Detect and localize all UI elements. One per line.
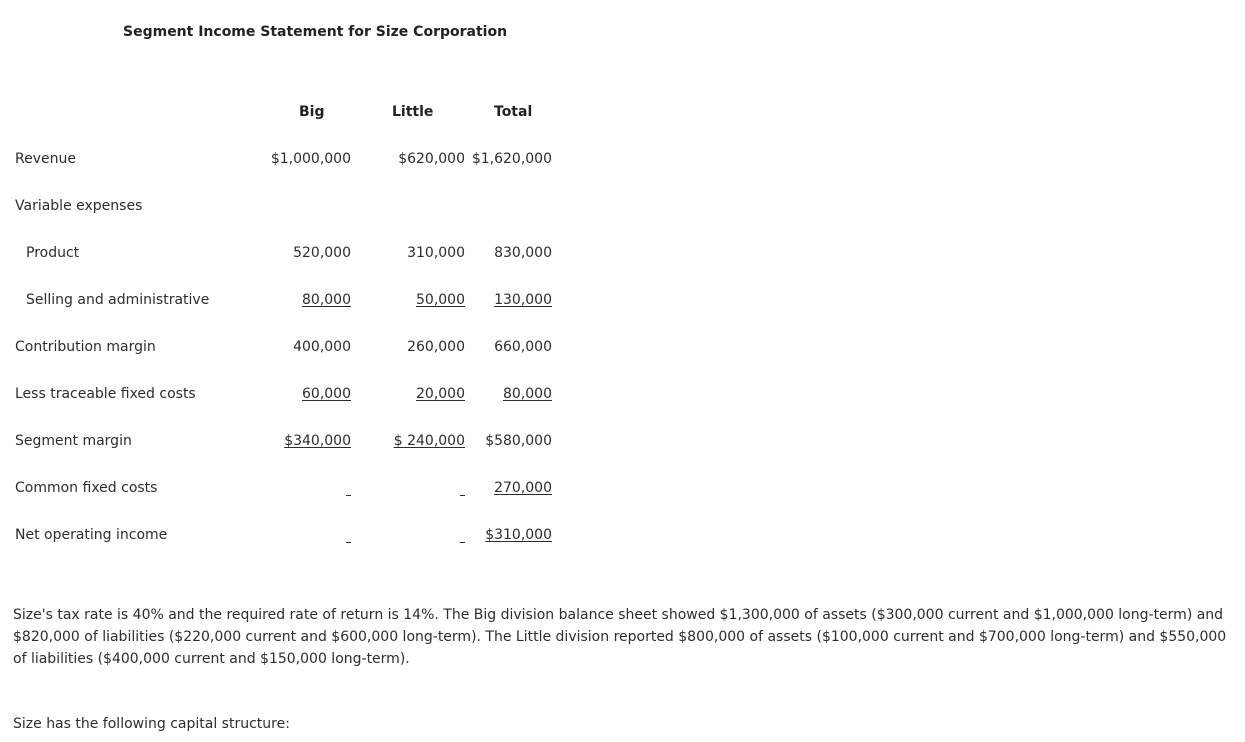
cell-big: 80,000 (302, 292, 351, 308)
row-label: Common fixed costs (15, 480, 158, 496)
row-contribution-margin (0, 339, 1245, 359)
cell-big: $340,000 (284, 433, 351, 449)
row-revenue (0, 151, 1245, 171)
cell-little-blank (460, 480, 465, 500)
cell-big: $1,000,000 (270, 151, 351, 167)
cell-total: 660,000 (494, 339, 552, 355)
cell-big: 520,000 (293, 245, 351, 261)
cell-total: $580,000 (485, 433, 552, 449)
statement-title: Segment Income Statement for Size Corporation (123, 24, 508, 40)
cell-little: 20,000 (416, 386, 465, 402)
cell-little-blank (460, 527, 465, 547)
row-label: Less traceable fixed costs (15, 386, 196, 402)
cell-total: $1,620,000 (471, 151, 552, 167)
capital-structure-intro: Size has the following capital structure: (13, 716, 290, 732)
row-net-operating-income (0, 527, 1245, 547)
cell-total: 80,000 (503, 386, 552, 402)
problem-paragraph: Size's tax rate is 40% and the required rate of return is 14%. The Big division balance sheet showed $1,300,000 of assets ($300,000 current and $1,000,000 long-term) and $820,000 of liabilities ($220,000 current and $600,000 long-term). The Little division reported $800,000 of assets ($100,000 current and $700,000 long-term) and $550,000 of liabilities ($400,000 current and $150,000 long-term). (13, 607, 1227, 667)
row-product (0, 245, 1245, 265)
row-traceable-fixed-costs (0, 386, 1245, 406)
row-label: Net operating income (15, 527, 168, 543)
cell-total: 270,000 (494, 480, 552, 496)
row-segment-margin (0, 433, 1245, 453)
cell-little: 310,000 (407, 245, 465, 261)
cell-big-blank (346, 527, 351, 547)
column-header-little: Little (392, 104, 434, 120)
cell-total: 830,000 (494, 245, 552, 261)
row-variable-expenses (0, 198, 1245, 218)
row-label: Product (26, 245, 80, 261)
row-common-fixed-costs (0, 480, 1245, 500)
cell-big: 60,000 (302, 386, 351, 402)
cell-little: 50,000 (416, 292, 465, 308)
row-label: Revenue (15, 151, 76, 167)
row-label: Variable expenses (15, 198, 143, 214)
cell-little: $620,000 (398, 151, 465, 167)
cell-total: $310,000 (485, 527, 552, 543)
row-label: Segment margin (15, 433, 132, 449)
cell-big-blank (346, 480, 351, 500)
cell-big: 400,000 (293, 339, 351, 355)
column-header-big: Big (299, 104, 325, 120)
row-selling-admin (0, 292, 1245, 312)
row-label: Contribution margin (15, 339, 156, 355)
cell-total: 130,000 (494, 292, 552, 308)
column-header-total: Total (494, 104, 533, 120)
cell-little: $ 240,000 (393, 433, 465, 449)
cell-little: 260,000 (407, 339, 465, 355)
row-label: Selling and administrative (26, 292, 210, 308)
